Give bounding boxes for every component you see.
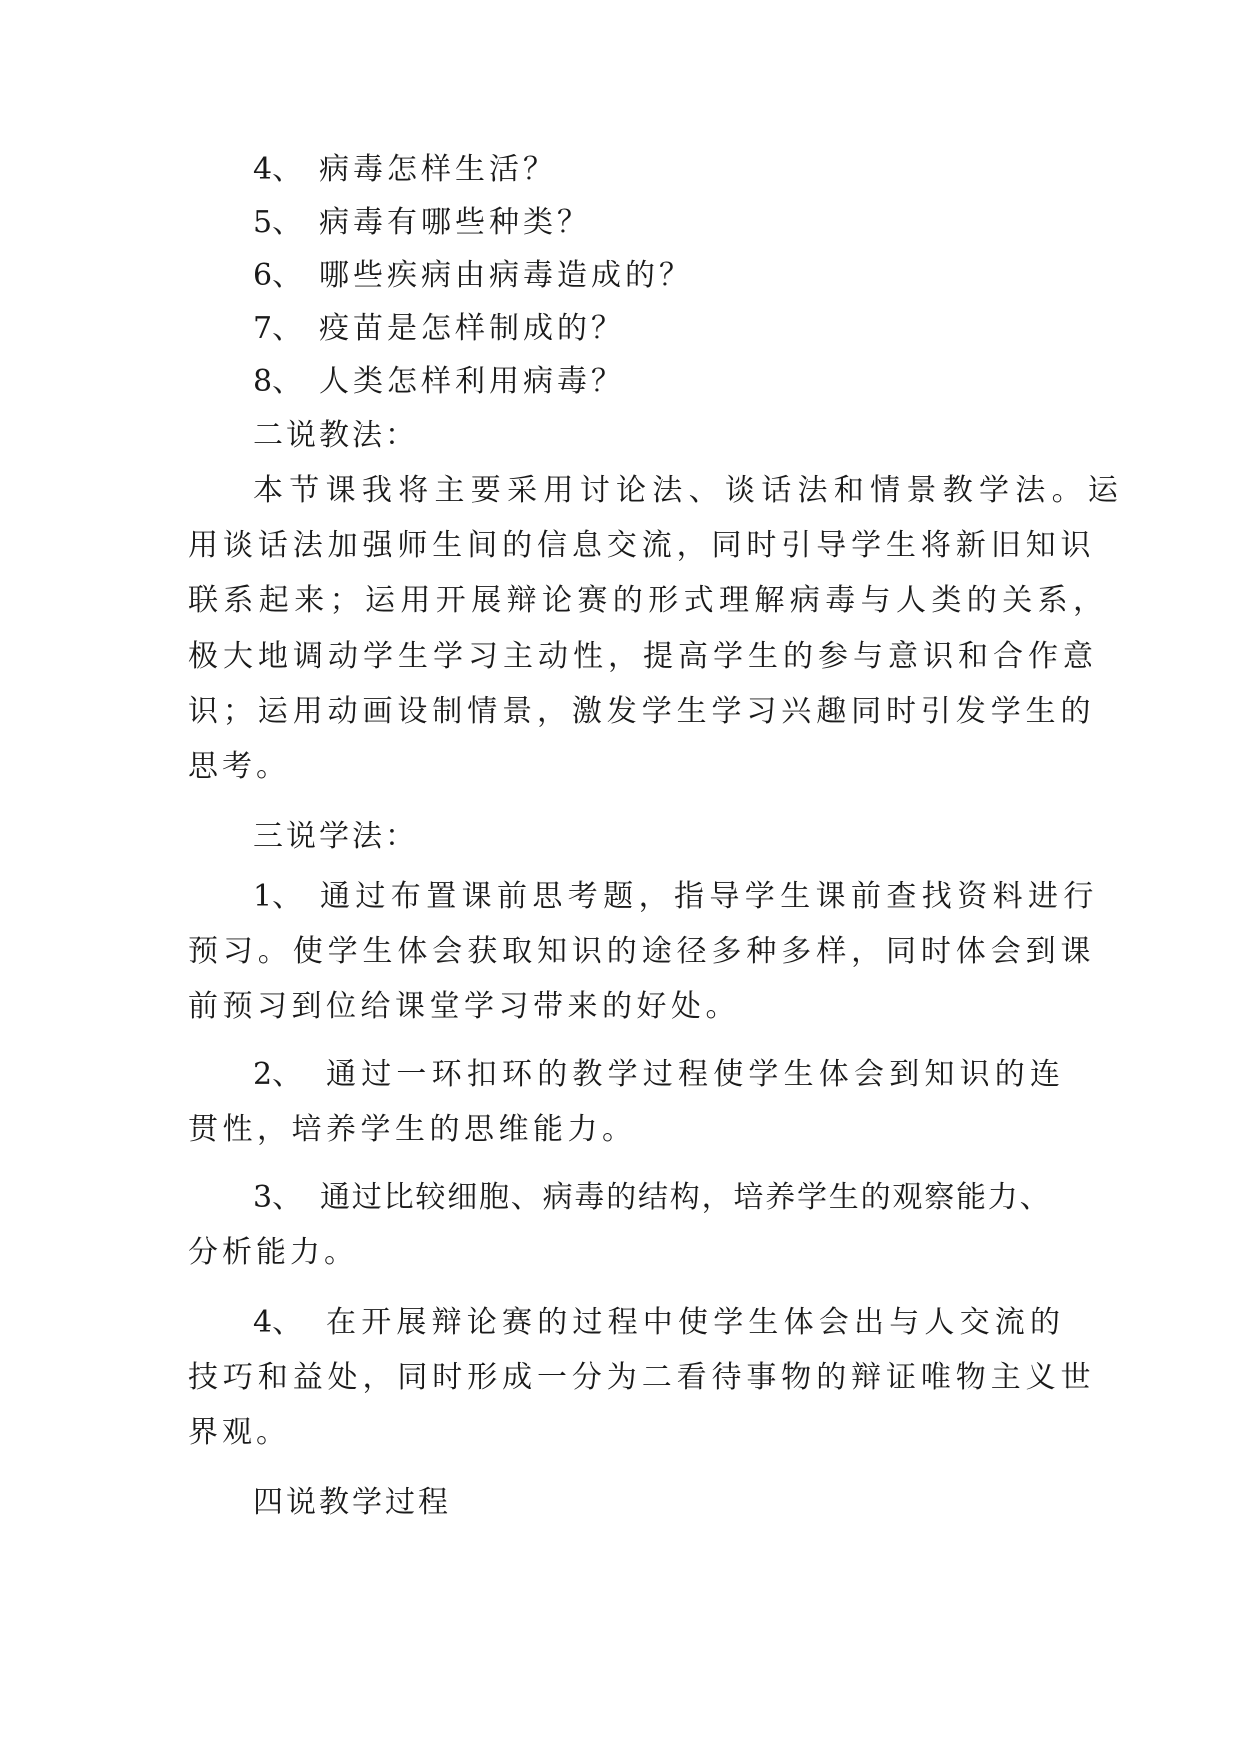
question-number: 4、 (253, 152, 303, 187)
paragraph-line: 贯性，培养学生的思维能力。 (188, 1112, 637, 1147)
question-item (253, 150, 557, 190)
paragraph-line: 预习。使学生体会获取知识的途径多种多样，同时体会到课 (188, 934, 1096, 969)
paragraph-line: 用谈话法加强师生间的信息交流，同时引导学生将新旧知识 (188, 528, 1096, 563)
paragraph-line: 在开展辩论赛的过程中使学生体会出与人交流的 (326, 1305, 1066, 1340)
question-text: 疫苗是怎样制成的？ (319, 311, 625, 346)
paragraph-line: 分析能力。 (188, 1235, 358, 1270)
list-item-number: 2、 (253, 1057, 303, 1092)
paragraph-line: 通过一环扣环的教学过程使学生体会到知识的连 (326, 1057, 1066, 1092)
question-text: 哪些疾病由病毒造成的？ (319, 258, 693, 293)
section-heading-learning-method: 三说学法： (253, 819, 418, 854)
question-item (253, 256, 693, 296)
paragraph-line: 通过比较细胞、病毒的结构，培养学生的观察能力、 (320, 1180, 1052, 1215)
paragraph-line: 联系起来；运用开展辩论赛的形式理解病毒与人类的关系， (188, 583, 1109, 618)
question-item (253, 309, 625, 349)
question-number: 6、 (253, 258, 303, 293)
paragraph-line: 前预习到位给课堂学习带来的好处。 (188, 989, 740, 1024)
question-text: 人类怎样利用病毒？ (319, 364, 625, 399)
question-text: 病毒怎样生活？ (319, 152, 557, 187)
paragraph-line: 界观。 (188, 1415, 290, 1450)
question-item (253, 203, 591, 243)
list-item-number: 4、 (253, 1305, 303, 1340)
paragraph-line: 识；运用动画设制情景，激发学生学习兴趣同时引发学生的 (188, 694, 1096, 729)
paragraph-line: 通过布置课前思考题，指导学生课前查找资料进行 (320, 879, 1099, 914)
question-number: 5、 (253, 205, 303, 240)
question-text: 病毒有哪些种类？ (319, 205, 591, 240)
section-heading-teaching-method: 二说教法： (253, 418, 418, 453)
list-item-number: 3、 (253, 1180, 303, 1215)
paragraph-line: 本节课我将主要采用讨论法、谈话法和情景教学法。运 (253, 473, 1125, 508)
paragraph-line: 极大地调动学生学习主动性，提高学生的参与意识和合作意 (188, 639, 1098, 674)
paragraph-line: 技巧和益处，同时形成一分为二看待事物的辩证唯物主义世 (188, 1360, 1096, 1395)
paragraph-line: 思考。 (188, 749, 290, 784)
list-item-number: 1、 (253, 879, 303, 914)
question-number: 7、 (253, 311, 303, 346)
section-heading-teaching-process: 四说教学过程 (253, 1485, 451, 1520)
question-number: 8、 (253, 364, 303, 399)
question-item (253, 362, 625, 402)
